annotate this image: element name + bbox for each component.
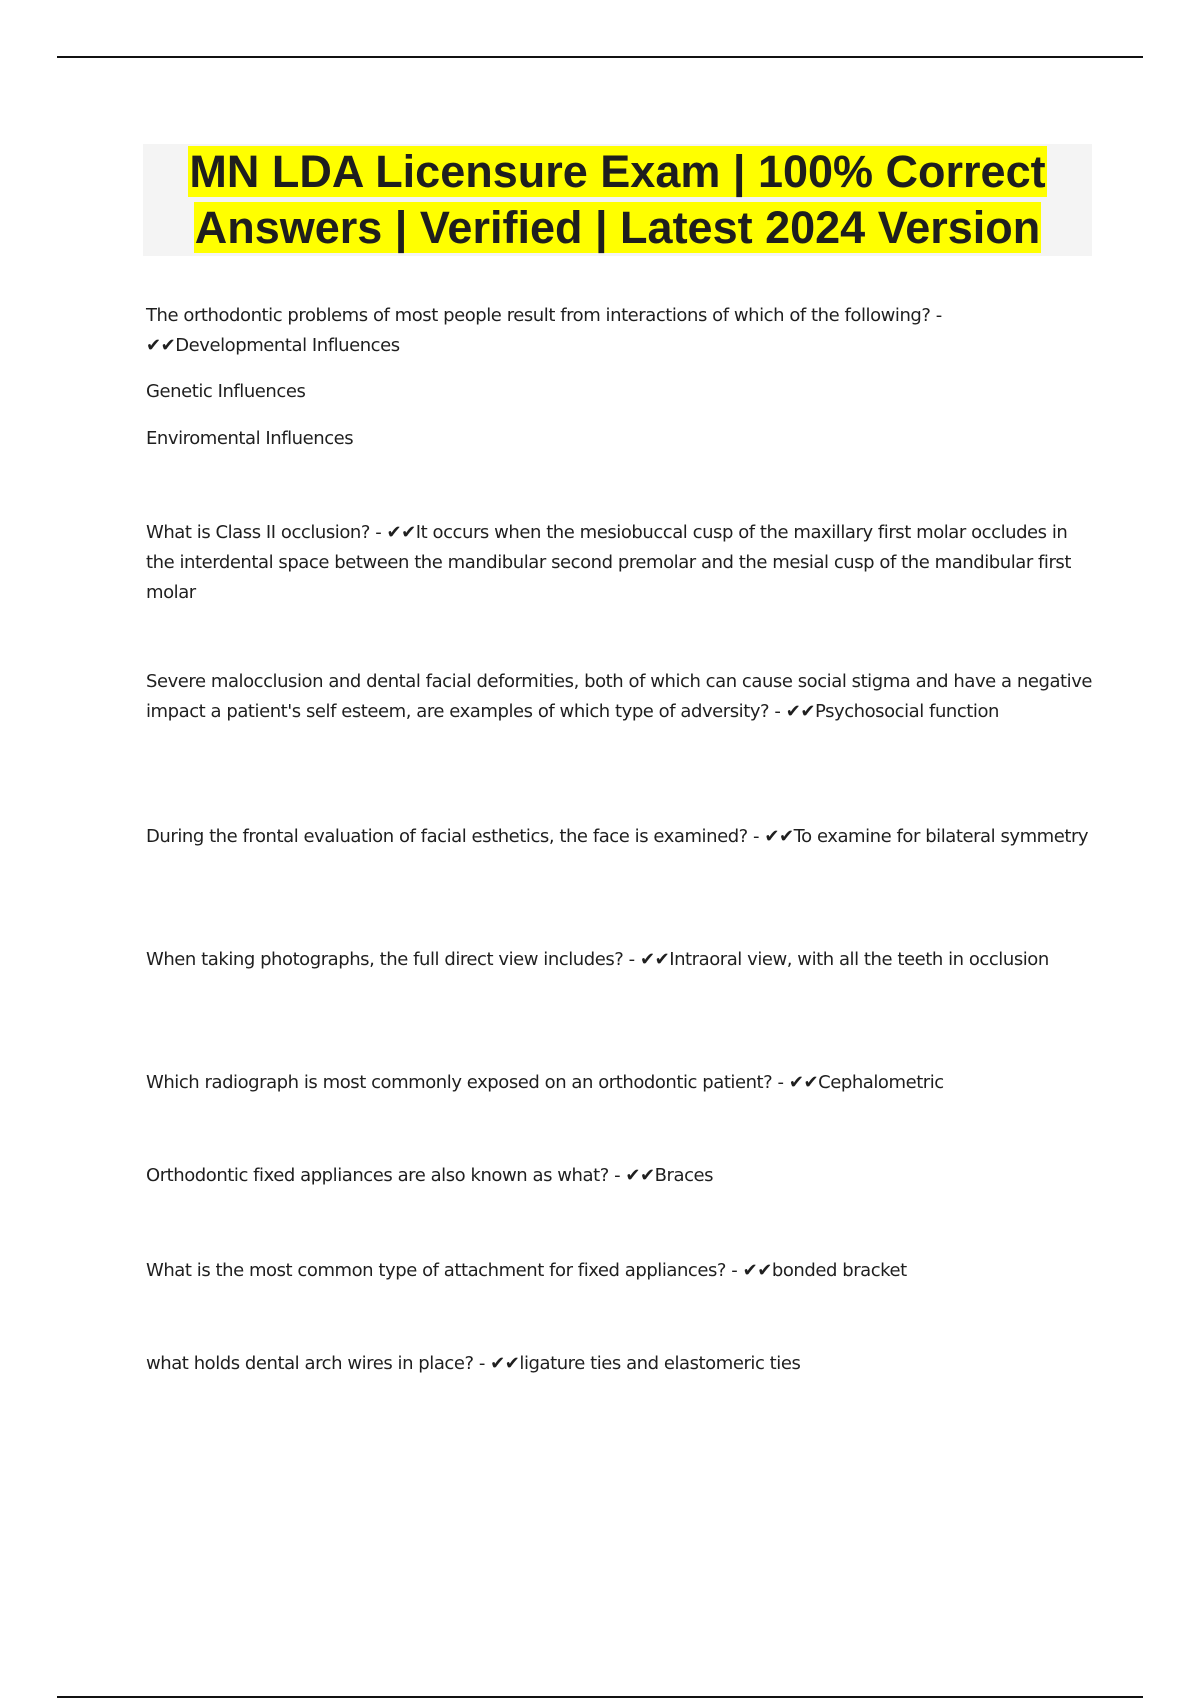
qa-item-6 xyxy=(146,1068,1096,1098)
qa-item-1 xyxy=(146,301,1096,361)
top-rule xyxy=(57,56,1143,58)
qa-text: What is the most common type of attachment for fixed appliances? - ✔✔bonded bracket xyxy=(146,1260,907,1281)
answer-extra-line: Enviromental Influences xyxy=(146,428,354,449)
qa-text: During the frontal evaluation of facial esthetics, the face is examined? - ✔✔To examine for bilateral symmetry xyxy=(146,826,1089,847)
qa-item-4 xyxy=(146,822,1096,852)
qa-item-7 xyxy=(146,1161,1096,1191)
qa-text: When taking photographs, the full direct view includes? - ✔✔Intraoral view, with all the teeth in occlusion xyxy=(146,949,1049,970)
qa-text: The orthodontic problems of most people result from interactions of which of the following? - ✔✔Developmental Influences xyxy=(146,305,942,356)
qa-text: Severe malocclusion and dental facial deformities, both of which can cause social stigma and have a negative impact a patient's self esteem, are examples of which type of adversity? - ✔✔Psychosocial function xyxy=(146,671,1093,722)
title-banner xyxy=(143,144,1092,256)
qa-item-3 xyxy=(146,667,1096,727)
qa-text: Which radiograph is most commonly exposed on an orthodontic patient? - ✔✔Cephalometric xyxy=(146,1072,944,1093)
qa-item-5 xyxy=(146,945,1096,975)
answer-extra-line: Genetic Influences xyxy=(146,381,306,402)
qa-text: Orthodontic fixed appliances are also known as what? - ✔✔Braces xyxy=(146,1165,714,1186)
qa-item-9 xyxy=(146,1349,1096,1379)
qa-text: What is Class II occlusion? - ✔✔It occurs when the mesiobuccal cusp of the maxillary first molar occludes in the interdental space between the mandibular second premolar and the mesial cusp of the mandibular first molar xyxy=(146,522,1071,603)
qa-text: what holds dental arch wires in place? - ✔✔ligature ties and elastomeric ties xyxy=(146,1353,801,1374)
document-title: MN LDA Licensure Exam | 100% Correct Answers | Verified | Latest 2024 Version xyxy=(189,146,1046,253)
bottom-rule xyxy=(57,1696,1143,1698)
qa-item-2 xyxy=(146,518,1096,608)
qa-item-8 xyxy=(146,1256,1096,1286)
